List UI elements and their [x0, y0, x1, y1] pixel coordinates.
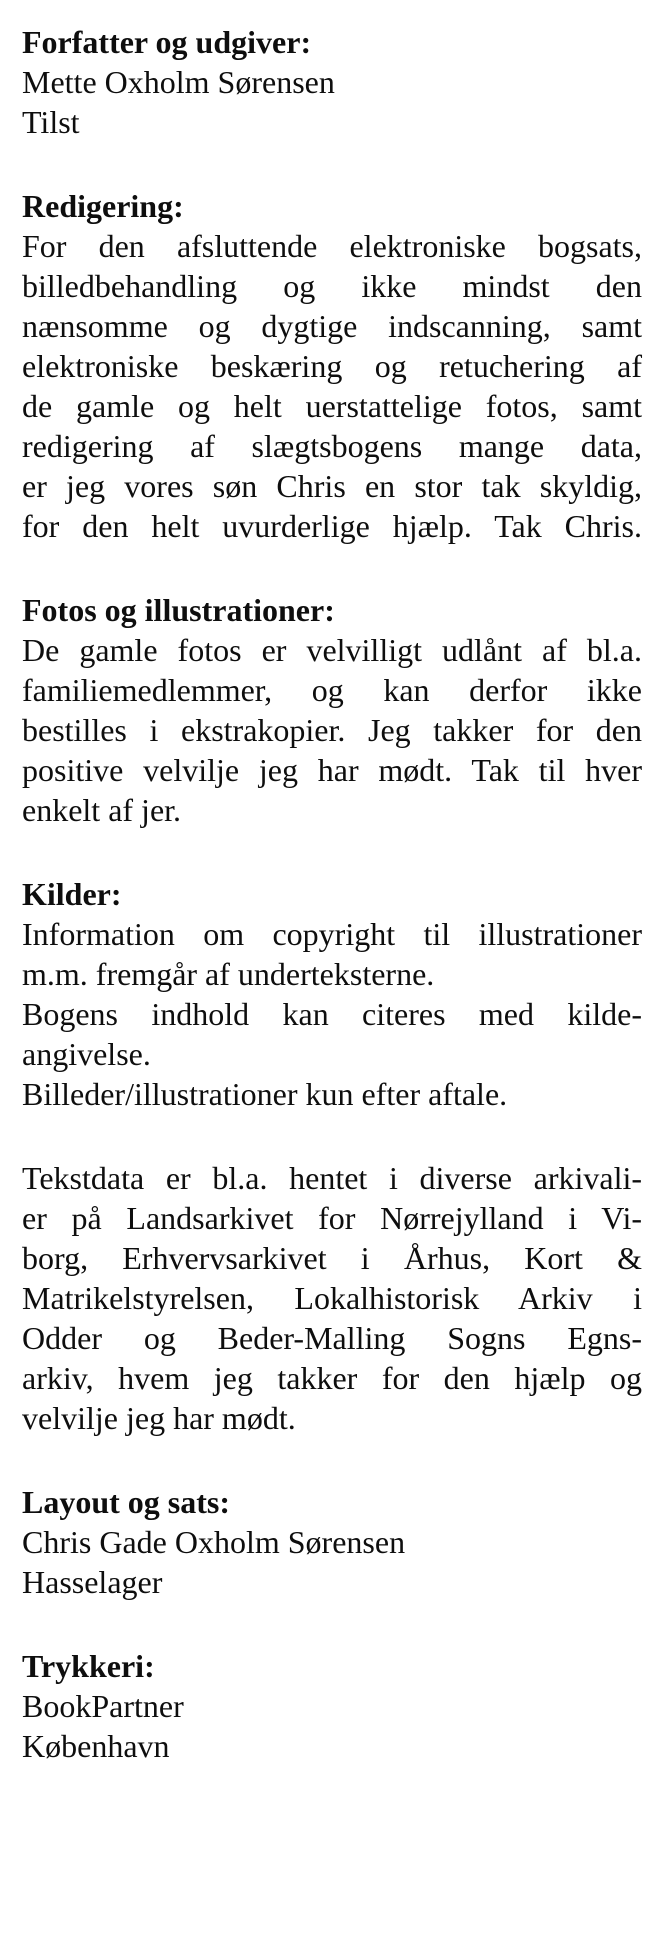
text-line: arkiv, hvem jeg takker for den hjælp og	[22, 1360, 642, 1396]
section-heading: Trykkeri:	[22, 1648, 155, 1684]
section-sources	[22, 874, 642, 1114]
text-line: København	[22, 1728, 170, 1764]
text-line: Tekstdata er bl.a. hentet i diverse arkivali-	[22, 1160, 642, 1196]
text-line: velvilje jeg har mødt.	[22, 1400, 296, 1436]
text-line: Bogens indhold kan citeres med kilde-	[22, 996, 642, 1032]
text-line: billedbehandling og ikke mindst den	[22, 268, 642, 304]
text-line: for den helt uvurderlige hjælp. Tak Chris.	[22, 508, 642, 544]
text-line: bestilles i ekstrakopier. Jeg takker for den	[22, 712, 642, 748]
text-line: borg, Erhvervsarkivet i Århus, Kort &	[22, 1240, 642, 1276]
section-heading: Fotos og illustrationer:	[22, 592, 335, 628]
section-photos-illustrations	[22, 590, 642, 830]
text-line: Hasselager	[22, 1564, 163, 1600]
text-line: Mette Oxholm Sørensen	[22, 64, 335, 100]
text-line: Matrikelstyrelsen, Lokalhistorisk Arkiv i	[22, 1280, 642, 1316]
text-line: De gamle fotos er velvilligt udlånt af bl.a.	[22, 632, 642, 668]
text-line: er jeg vores søn Chris en stor tak skyldig,	[22, 468, 642, 504]
text-line: familiemedlemmer, og kan derfor ikke	[22, 672, 642, 708]
text-line: nænsomme og dygtige indscanning, samt	[22, 308, 642, 344]
text-line: Information om copyright til illustrationer	[22, 916, 642, 952]
text-line: de gamle og helt uerstattelige fotos, samt	[22, 388, 642, 424]
text-line: Tilst	[22, 104, 80, 140]
section-text-data	[22, 1158, 642, 1438]
colophon-page	[22, 22, 642, 1766]
section-heading: Kilder:	[22, 876, 122, 912]
section-layout	[22, 1482, 642, 1602]
text-line: Chris Gade Oxholm Sørensen	[22, 1524, 406, 1560]
section-heading: Forfatter og udgiver:	[22, 24, 312, 60]
text-line: Billeder/illustrationer kun efter aftale.	[22, 1076, 508, 1112]
text-line: m.m. fremgår af underteksterne.	[22, 956, 435, 992]
text-line: Odder og Beder-Malling Sogns Egns-	[22, 1320, 642, 1356]
text-line: BookPartner	[22, 1688, 184, 1724]
section-heading: Redigering:	[22, 188, 184, 224]
text-line: redigering af slægtsbogens mange data,	[22, 428, 642, 464]
section-editing	[22, 186, 642, 546]
text-line: For den afsluttende elektroniske bogsats,	[22, 228, 642, 264]
section-author-publisher	[22, 22, 642, 142]
text-line: enkelt af jer.	[22, 792, 182, 828]
text-line: positive velvilje jeg har mødt. Tak til hver	[22, 752, 642, 788]
section-printer	[22, 1646, 642, 1766]
text-line: elektroniske beskæring og retuchering af	[22, 348, 642, 384]
section-heading: Layout og sats:	[22, 1484, 231, 1520]
text-line: angivelse.	[22, 1036, 151, 1072]
text-line: er på Landsarkivet for Nørrejylland i Vi-	[22, 1200, 642, 1236]
